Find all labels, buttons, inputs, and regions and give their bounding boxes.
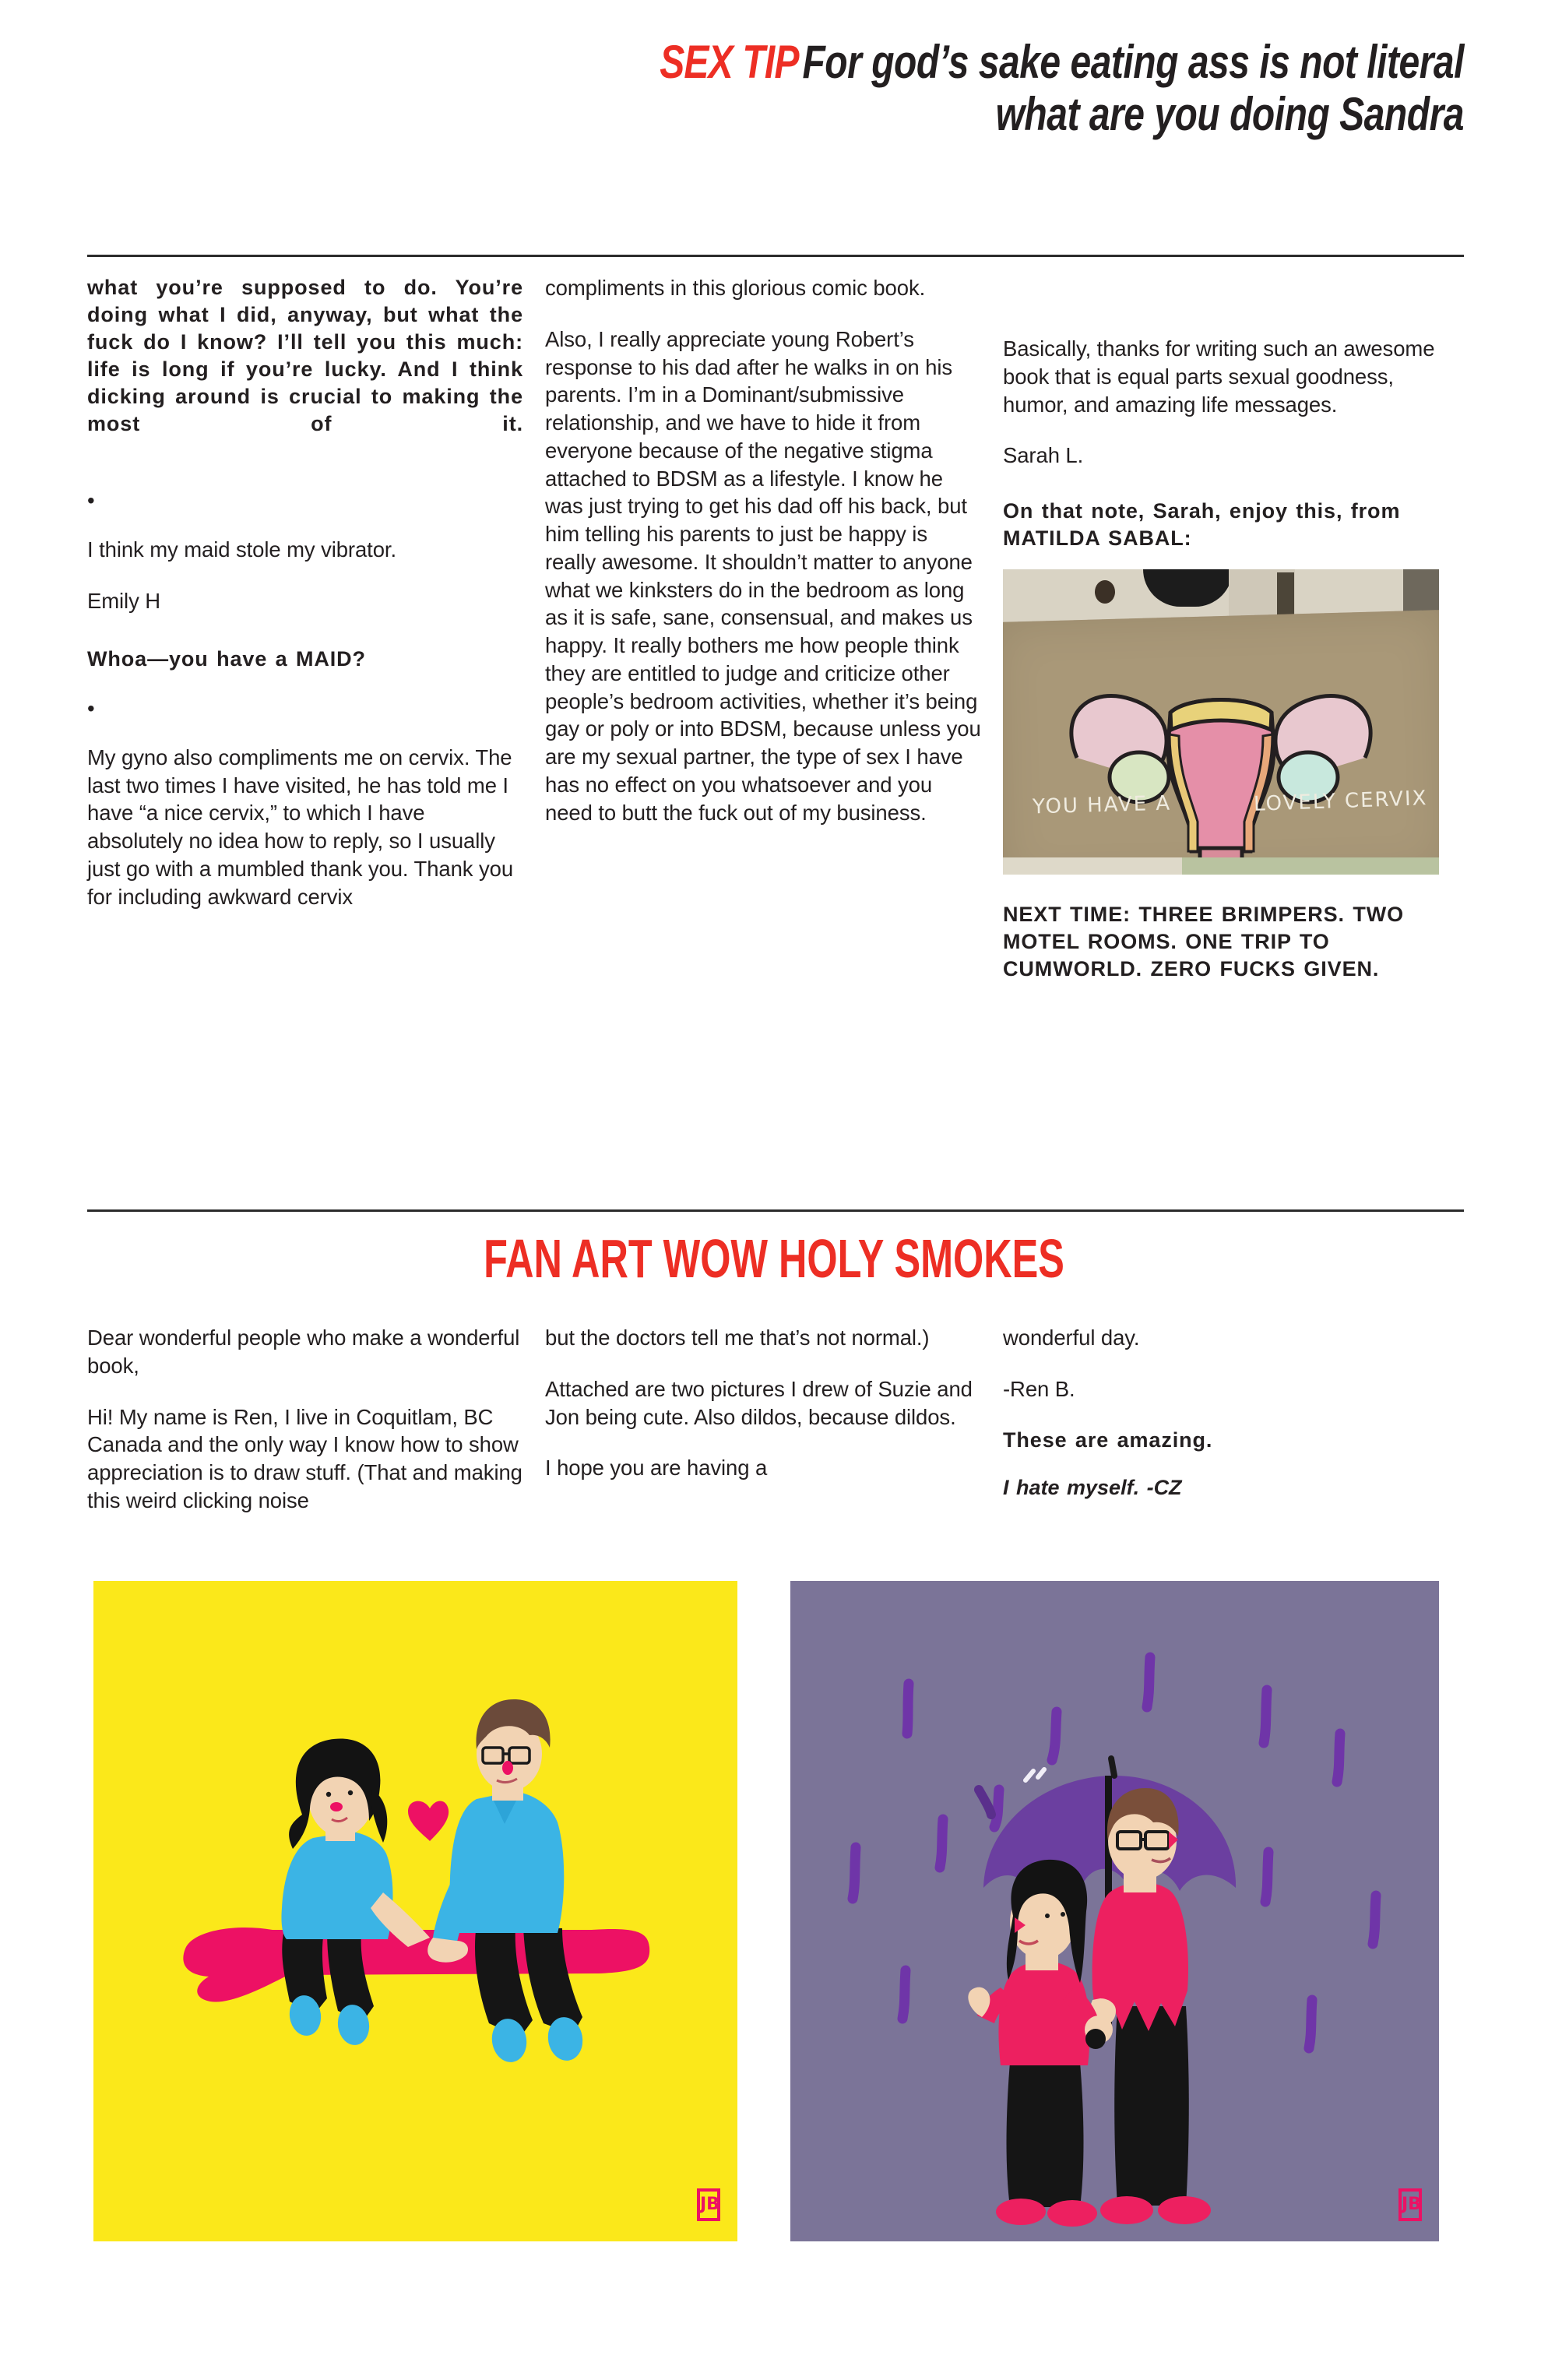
letter-sarah-part-3: Also, I really appreciate young Robert’s response to his dad after he walks in on his parents. I’m in a Dominant/submissive relationship, and we have to hide it from everyone because of the negative stigma attached to BDSM as a lifestyle. I know he was just trying to get his dad off his back, but him telling his parents to just be happy is really awesome. It shouldn’t matter to anyone what we kinksters do in the bedroom as long as it is safe, sane, consensual, and makes us happy. It really bothers me how people think they are entitled to judge and criticize other people’s bedroom activities, whether it’s being gay or poly or into BDSM, because unless you are my sexual partner, the type of sex I have has no effect on you whatsoever and you need to butt the fuck out of my business. (545, 326, 981, 825)
fanart-letter-para-4: Attached are two pictures I drew of Suzie and Jon being cute. Also dildos, because dildos. (545, 1376, 973, 1429)
fanart-letter-para-3: but the doctors tell me that’s not normal.) (545, 1326, 930, 1350)
fanart-letter-signature: -Ren B. (1003, 1376, 1075, 1401)
fanart-letter-para-1: Dear wonderful people who make a wonderful book, (87, 1326, 520, 1378)
artist-signature-stamp: JB (1398, 2188, 1422, 2221)
lovely-cervix-artwork (1003, 569, 1439, 875)
fanart-column-3 (1003, 1324, 1439, 1525)
fanart-divider-rule (87, 1209, 1464, 1212)
uterus-illustration (1003, 618, 1439, 875)
letter-sarah-part-2: compliments in this glorious comic book. (545, 276, 926, 300)
letter-sarah-signature: Sarah L. (1003, 443, 1084, 468)
fanart-section-title: FAN ART WOW HOLY SMOKES (484, 1228, 1064, 1289)
fanart-letter-para-6: wonderful day. (1003, 1326, 1140, 1350)
reply-maid: Whoa—you have a MAID? (87, 647, 366, 671)
artwork-caption-left: YOU HAVE A (1032, 791, 1172, 819)
fanart-reply-bold: These are amazing. (1003, 1428, 1213, 1452)
letters-column-2 (545, 274, 981, 826)
letter-emily-body: I think my maid stole my vibrator. (87, 537, 397, 562)
fanart-reply-italic: I hate myself. -CZ (1003, 1475, 1182, 1499)
top-divider-rule (87, 255, 1464, 257)
reply-continued: what you’re supposed to do. You’re doing what I did, anyway, but what the fuck do I know? I’ll tell you this much: life is long if you’re lucky. And I think dicking around is crucial to making the most of it. (87, 276, 523, 436)
reply-matilda: On that note, Sarah, enjoy this, from MATILDA SABAL: (1003, 499, 1401, 551)
page-title (361, 36, 1464, 140)
fanart-illustration-couple-on-dildo (93, 1581, 737, 2241)
letter-emily-signature: Emily H (87, 588, 161, 613)
bullet-separator-2: • (87, 695, 95, 720)
letter-sarah-part-4: Basically, thanks for writing such an awesome book that is equal parts sexual goodness, humor, and amazing life messages. (1003, 336, 1435, 417)
artist-signature-stamp: JB (697, 2188, 720, 2221)
fanart-column-2 (545, 1324, 981, 1482)
fanart-letter-para-2: Hi! My name is Ren, I live in Coquitlam, BC Canada and the only way I know how to show appreciation is to draw stuff. (That and making this weird clicking noise (87, 1404, 522, 1512)
bullet-separator-1: • (87, 488, 95, 512)
letters-column-1 (87, 274, 523, 910)
sex-tip-kicker: SEX TIP (660, 36, 799, 88)
fanart-column-1 (87, 1324, 523, 1515)
letter-sarah-part-1: My gyno also compliments me on cervix. The last two times I have visited, he has told me I have “a nice cervix,” to which I have absolutely no idea how to reply, so I usually just go with a mumbled thank you. Thank you for including awkward cervix (87, 745, 514, 909)
page-title-line2: what are you doing Sandra (995, 88, 1464, 141)
next-time-teaser: NEXT TIME: THREE BRIMPERS. TWO MOTEL ROOMS. ONE TRIP TO CUMWORLD. ZERO FUCKS GIVEN. (1003, 903, 1405, 981)
letters-column-3 (1003, 335, 1439, 1006)
page-title-line1: For god’s sake eating ass is not literal (802, 36, 1464, 88)
fanart-letter-para-5: I hope you are having a (545, 1456, 768, 1480)
artwork-caption-right: LOVELY CERVIX (1253, 787, 1428, 817)
fanart-illustration-umbrella-rain (790, 1581, 1439, 2241)
